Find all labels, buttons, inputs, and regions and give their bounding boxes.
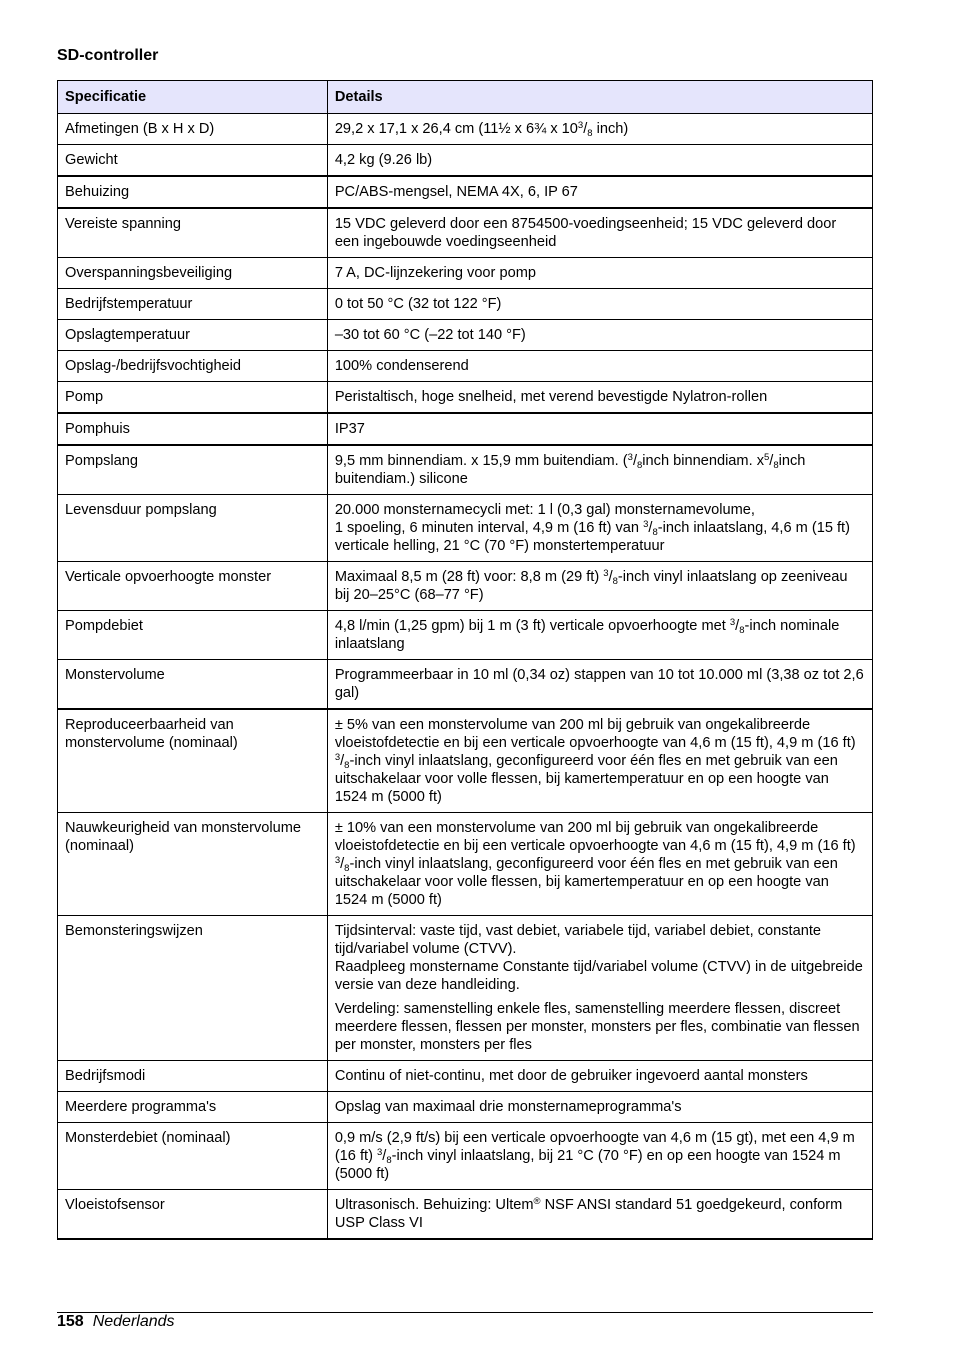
- column-header-details: Details: [327, 81, 872, 114]
- page-number: 158: [57, 1313, 84, 1330]
- spec-label: Vloeistofsensor: [58, 1190, 328, 1240]
- spec-value: 4,2 kg (9.26 lb): [327, 145, 872, 177]
- spec-value: Programmeerbaar in 10 ml (0,34 oz) stappen van 10 tot 10.000 ml (3,38 oz tot 2,6 gal): [327, 660, 872, 710]
- sampling-modes-paragraph: Tijdsinterval: vaste tijd, vast debiet, variabele tijd, variabel debiet, constante tijd/variabel volume (CTVV). Raadpleeg monstername Constante tijd/variabel volume (CTVV) in de uitgebreide versie van deze handleiding.: [334, 923, 863, 993]
- table-row: [58, 258, 873, 289]
- table-row: [58, 382, 873, 414]
- spec-label: Overspanningsbeveiliging: [58, 258, 328, 289]
- spec-label: Pomphuis: [58, 413, 328, 445]
- table-row: [58, 709, 873, 813]
- table-row: [58, 145, 873, 177]
- table-row: [58, 916, 873, 1061]
- table-row: [58, 445, 873, 495]
- distribution-paragraph: Verdeling: samenstelling enkele fles, samenstelling meerdere flessen, discreet meerdere flessen, flessen per monster, monsters per fles, combinatie van flessen per monster, monsters per fles: [334, 1001, 860, 1053]
- table-row: [58, 289, 873, 320]
- spec-value: [327, 916, 872, 1061]
- spec-label: Levensduur pompslang: [58, 495, 328, 562]
- table-row: [58, 813, 873, 916]
- spec-label: Behuizing: [58, 176, 328, 208]
- spec-label: Opslagtemperatuur: [58, 320, 328, 351]
- spec-value: PC/ABS-mengsel, NEMA 4X, 6, IP 67: [327, 176, 872, 208]
- table-row: [58, 660, 873, 710]
- spec-label: Gewicht: [58, 145, 328, 177]
- spec-label: Afmetingen (B x H x D): [58, 114, 328, 145]
- spec-value: 15 VDC geleverd door een 8754500-voedingseenheid; 15 VDC geleverd door een ingebouwde voedingseenheid: [327, 208, 872, 258]
- spec-label: Bedrijfstemperatuur: [58, 289, 328, 320]
- spec-value: 29,2 x 17,1 x 26,4 cm (11½ x 6¾ x $10^3/_8$ inch): [327, 114, 872, 145]
- table-row: [58, 208, 873, 258]
- specifications-table: [57, 80, 873, 1240]
- table-row: [58, 320, 873, 351]
- spec-label: Monsterdebiet (nominaal): [58, 1123, 328, 1190]
- table-row: [58, 562, 873, 611]
- spec-value: IP37: [327, 413, 872, 445]
- spec-label: Vereiste spanning: [58, 208, 328, 258]
- footer-language: Nederlands: [92, 1313, 175, 1330]
- spec-label: Pompslang: [58, 445, 328, 495]
- table-row: [58, 1061, 873, 1092]
- spec-value: 9,5 mm binnendiam. x 15,9 mm buitendiam. ($^3/_8inch$ binnendiam. $x^5/_8inch$ buitendiam.) silicone: [327, 445, 872, 495]
- table-row: [58, 351, 873, 382]
- spec-value: 20.000 monsternamecycli met: 1 l (0,3 gal) monsternamevolume, 1 spoeling, 6 minuten interval, 4,9 m (16 ft) van $^3/_8$-inch inlaatslang, 4,6 m (15 ft) verticale helling, 21 °C (70 °F) monstertemperatuur: [327, 495, 872, 562]
- spec-label: Bemonsteringswijzen: [58, 916, 328, 1061]
- spec-value: Maximaal 8,5 m (28 ft) voor: 8,8 m (29 ft) $^3/_8$-inch vinyl inlaatslang op zeeniveau bij 20–25°C (68–77 °F): [327, 562, 872, 611]
- spec-label: Pompdebiet: [58, 611, 328, 660]
- table-row: [58, 413, 873, 445]
- table-row: [58, 176, 873, 208]
- spec-value: ± 10% van een monstervolume van 200 ml bij gebruik van ongekalibreerde vloeistofdetectie en bij een verticale opvoerhoogte van 4,6 m (15 ft), 4,9 m (16 ft) $^3/_8$-inch vinyl inlaatslang, geconfigureerd voor één fles en met gebruik van een uitschakelaar voor volle flessen, bij kamertemperatuur en op een hoogte van 1524 m (5000 ft): [327, 813, 872, 916]
- spec-value: Opslag van maximaal drie monsternameprogramma's: [327, 1092, 872, 1123]
- spec-value: 4,8 l/min (1,25 gpm) bij 1 m (3 ft) verticale opvoerhoogte met $^3/_8$-inch nominale inlaatslang: [327, 611, 872, 660]
- spec-label: Bedrijfsmodi: [58, 1061, 328, 1092]
- spec-value: 100% condenserend: [327, 351, 872, 382]
- spec-label: Nauwkeurigheid van monstervolume (nominaal): [58, 813, 328, 916]
- spec-value: Continu of niet-continu, met door de gebruiker ingevoerd aantal monsters: [327, 1061, 872, 1092]
- footer-divider: [57, 1312, 873, 1313]
- spec-label: Meerdere programma's: [58, 1092, 328, 1123]
- spec-label: Opslag-/bedrijfsvochtigheid: [58, 351, 328, 382]
- registered-trademark-icon: ®: [533, 1196, 541, 1207]
- spec-value: Peristaltisch, hoge snelheid, met verend bevestigde Nylatron-rollen: [327, 382, 872, 414]
- spec-value: –30 tot 60 °C (–22 tot 140 °F): [327, 320, 872, 351]
- spec-value: Ultrasonisch. Behuizing: Ultem® NSF ANSI standard 51 goedgekeurd, conform USP Class VI: [327, 1190, 872, 1240]
- page-footer: [57, 1313, 175, 1331]
- table-row: [58, 114, 873, 145]
- spec-label: Pomp: [58, 382, 328, 414]
- table-row: [58, 1092, 873, 1123]
- table-row: [58, 611, 873, 660]
- section-title: SD-controller: [57, 47, 159, 64]
- table-row: [58, 1190, 873, 1240]
- table-row: [58, 495, 873, 562]
- spec-label: Reproduceerbaarheid van monstervolume (nominaal): [58, 709, 328, 813]
- spec-value: 0,9 m/s (2,9 ft/s) bij een verticale opvoerhoogte van 4,6 m (15 gt), met een 4,9 m (16 ft) $^3/_8$-inch vinyl inlaatslang, bij 21 °C (70 °F) en op een hoogte van 1524 m (5000 ft): [327, 1123, 872, 1190]
- table-header-row: [58, 81, 873, 114]
- table-row: [58, 1123, 873, 1190]
- column-header-specificatie: Specificatie: [58, 81, 328, 114]
- spec-value: 7 A, DC-lijnzekering voor pomp: [327, 258, 872, 289]
- spec-label: Monstervolume: [58, 660, 328, 710]
- spec-label: Verticale opvoerhoogte monster: [58, 562, 328, 611]
- spec-value: 0 tot 50 °C (32 tot 122 °F): [327, 289, 872, 320]
- spec-value: ± 5% van een monstervolume van 200 ml bij gebruik van ongekalibreerde vloeistofdetectie en bij een verticale opvoerhoogte van 4,6 m (15 ft), 4,9 m (16 ft) $^3/_8$-inch vinyl inlaatslang, geconfigureerd voor één fles en met gebruik van een uitschakelaar voor volle flessen, bij kamertemperatuur en op een hoogte van 1524 m (5000 ft): [327, 709, 872, 813]
